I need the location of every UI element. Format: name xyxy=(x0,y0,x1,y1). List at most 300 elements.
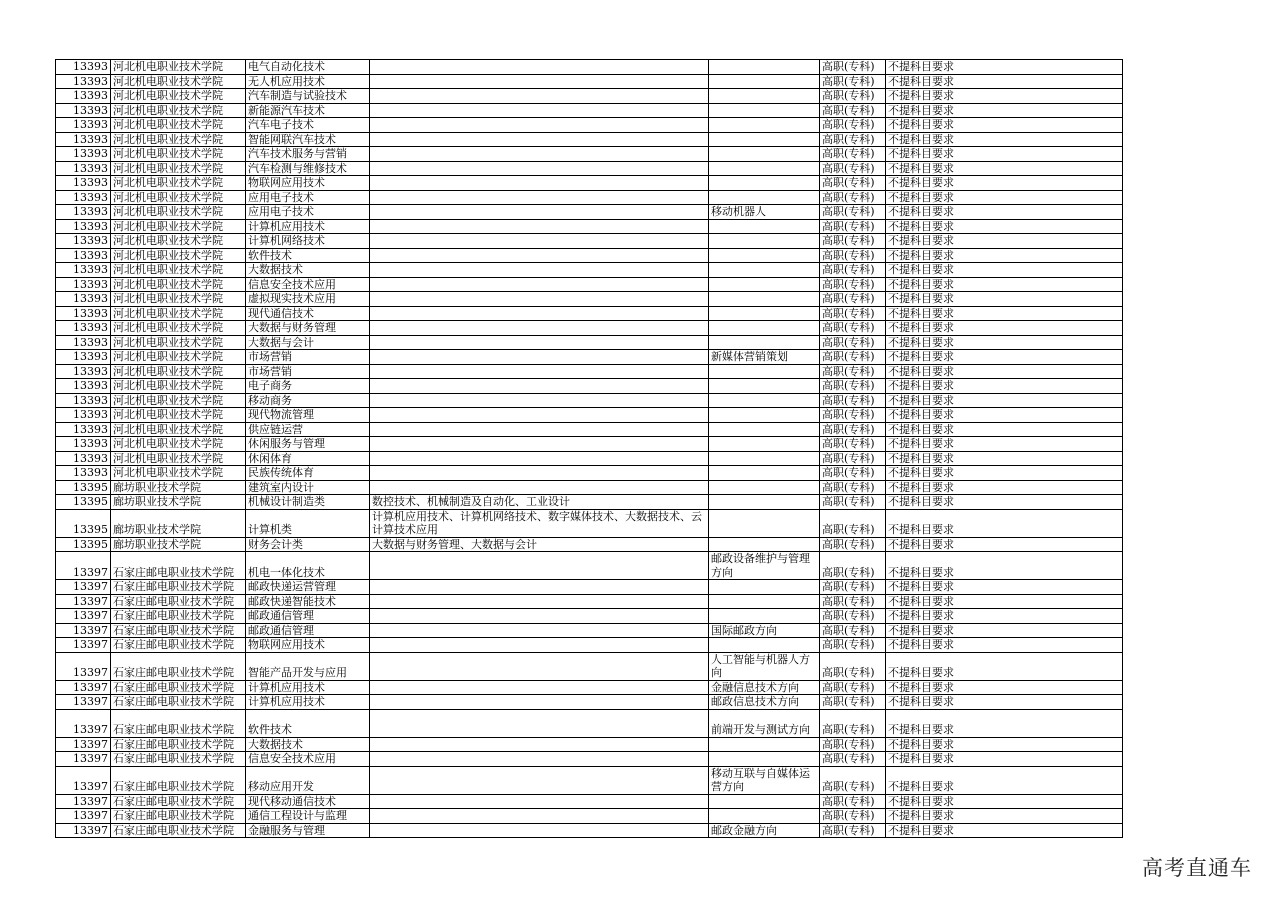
school-name-cell: 石家庄邮电职业技术学院 xyxy=(111,695,246,710)
direction-cell: 前端开发与测试方向 xyxy=(709,709,820,737)
direction-cell xyxy=(709,466,820,481)
direction-cell xyxy=(709,176,820,191)
level-cell: 高职(专科) xyxy=(820,823,886,838)
table-row xyxy=(56,794,1123,809)
direction-cell xyxy=(709,737,820,752)
included-majors-cell xyxy=(370,823,709,838)
level-cell: 高职(专科) xyxy=(820,638,886,653)
table-row xyxy=(56,480,1123,495)
included-majors-cell xyxy=(370,161,709,176)
school-name-cell: 河北机电职业技术学院 xyxy=(111,393,246,408)
school-name-cell: 石家庄邮电职业技术学院 xyxy=(111,809,246,824)
school-name-cell: 河北机电职业技术学院 xyxy=(111,234,246,249)
included-majors-cell xyxy=(370,248,709,263)
subject-requirement-cell: 不提科目要求 xyxy=(886,335,1123,350)
direction-cell xyxy=(709,809,820,824)
included-majors-cell xyxy=(370,752,709,767)
school-code-cell: 13393 xyxy=(56,393,111,408)
included-majors-cell xyxy=(370,118,709,133)
school-name-cell: 河北机电职业技术学院 xyxy=(111,161,246,176)
level-cell: 高职(专科) xyxy=(820,292,886,307)
direction-cell xyxy=(709,794,820,809)
level-cell: 高职(专科) xyxy=(820,89,886,104)
included-majors-cell xyxy=(370,219,709,234)
included-majors-cell xyxy=(370,552,709,580)
level-cell: 高职(专科) xyxy=(820,737,886,752)
subject-requirement-cell: 不提科目要求 xyxy=(886,737,1123,752)
subject-requirement-cell: 不提科目要求 xyxy=(886,695,1123,710)
direction-cell xyxy=(709,451,820,466)
school-code-cell: 13397 xyxy=(56,552,111,580)
school-name-cell: 石家庄邮电职业技术学院 xyxy=(111,552,246,580)
major-name-cell: 计算机应用技术 xyxy=(246,695,370,710)
direction-cell: 邮政设备维护与管理方向 xyxy=(709,552,820,580)
major-name-cell: 应用电子技术 xyxy=(246,190,370,205)
major-name-cell: 移动应用开发 xyxy=(246,766,370,794)
major-name-cell: 大数据与会计 xyxy=(246,335,370,350)
included-majors-cell xyxy=(370,379,709,394)
major-name-cell: 供应链运营 xyxy=(246,422,370,437)
included-majors-cell xyxy=(370,638,709,653)
level-cell: 高职(专科) xyxy=(820,248,886,263)
school-code-cell: 13397 xyxy=(56,709,111,737)
included-majors-cell xyxy=(370,794,709,809)
major-name-cell: 计算机应用技术 xyxy=(246,680,370,695)
subject-requirement-cell: 不提科目要求 xyxy=(886,277,1123,292)
table-row xyxy=(56,709,1123,737)
direction-cell xyxy=(709,638,820,653)
level-cell: 高职(专科) xyxy=(820,350,886,365)
school-code-cell: 13397 xyxy=(56,794,111,809)
level-cell: 高职(专科) xyxy=(820,234,886,249)
included-majors-cell xyxy=(370,594,709,609)
table-row xyxy=(56,752,1123,767)
major-name-cell: 财务会计类 xyxy=(246,537,370,552)
included-majors-cell xyxy=(370,205,709,220)
level-cell: 高职(专科) xyxy=(820,335,886,350)
subject-requirement-cell: 不提科目要求 xyxy=(886,74,1123,89)
level-cell: 高职(专科) xyxy=(820,161,886,176)
major-name-cell: 建筑室内设计 xyxy=(246,480,370,495)
table-row xyxy=(56,437,1123,452)
direction-cell: 人工智能与机器人方向 xyxy=(709,652,820,680)
subject-requirement-cell: 不提科目要求 xyxy=(886,451,1123,466)
included-majors-cell: 大数据与财务管理、大数据与会计 xyxy=(370,537,709,552)
level-cell: 高职(专科) xyxy=(820,103,886,118)
school-name-cell: 石家庄邮电职业技术学院 xyxy=(111,766,246,794)
subject-requirement-cell: 不提科目要求 xyxy=(886,161,1123,176)
subject-requirement-cell: 不提科目要求 xyxy=(886,552,1123,580)
major-name-cell: 市场营销 xyxy=(246,364,370,379)
major-name-cell: 邮政通信管理 xyxy=(246,623,370,638)
subject-requirement-cell: 不提科目要求 xyxy=(886,60,1123,75)
level-cell: 高职(专科) xyxy=(820,321,886,336)
major-name-cell: 市场营销 xyxy=(246,350,370,365)
included-majors-cell xyxy=(370,306,709,321)
included-majors-cell xyxy=(370,393,709,408)
table-row xyxy=(56,147,1123,162)
level-cell: 高职(专科) xyxy=(820,580,886,595)
level-cell: 高职(专科) xyxy=(820,623,886,638)
included-majors-cell xyxy=(370,103,709,118)
school-name-cell: 廊坊职业技术学院 xyxy=(111,495,246,510)
subject-requirement-cell: 不提科目要求 xyxy=(886,638,1123,653)
included-majors-cell: 数控技术、机械制造及自动化、工业设计 xyxy=(370,495,709,510)
school-code-cell: 13397 xyxy=(56,680,111,695)
subject-requirement-cell: 不提科目要求 xyxy=(886,248,1123,263)
school-code-cell: 13393 xyxy=(56,118,111,133)
school-code-cell: 13393 xyxy=(56,219,111,234)
direction-cell xyxy=(709,190,820,205)
subject-requirement-cell: 不提科目要求 xyxy=(886,437,1123,452)
school-name-cell: 石家庄邮电职业技术学院 xyxy=(111,638,246,653)
major-name-cell: 现代通信技术 xyxy=(246,306,370,321)
major-name-cell: 无人机应用技术 xyxy=(246,74,370,89)
school-code-cell: 13393 xyxy=(56,422,111,437)
table-row xyxy=(56,451,1123,466)
direction-cell xyxy=(709,248,820,263)
school-name-cell: 河北机电职业技术学院 xyxy=(111,451,246,466)
table-row xyxy=(56,537,1123,552)
table-row xyxy=(56,580,1123,595)
school-code-cell: 13393 xyxy=(56,364,111,379)
subject-requirement-cell: 不提科目要求 xyxy=(886,709,1123,737)
school-code-cell: 13397 xyxy=(56,609,111,624)
table-row xyxy=(56,652,1123,680)
school-name-cell: 河北机电职业技术学院 xyxy=(111,60,246,75)
school-name-cell: 河北机电职业技术学院 xyxy=(111,321,246,336)
major-name-cell: 信息安全技术应用 xyxy=(246,277,370,292)
school-name-cell: 河北机电职业技术学院 xyxy=(111,74,246,89)
major-name-cell: 现代物流管理 xyxy=(246,408,370,423)
level-cell: 高职(专科) xyxy=(820,205,886,220)
level-cell: 高职(专科) xyxy=(820,709,886,737)
major-name-cell: 计算机网络技术 xyxy=(246,234,370,249)
school-code-cell: 13397 xyxy=(56,766,111,794)
subject-requirement-cell: 不提科目要求 xyxy=(886,292,1123,307)
subject-requirement-cell: 不提科目要求 xyxy=(886,379,1123,394)
level-cell: 高职(专科) xyxy=(820,609,886,624)
level-cell: 高职(专科) xyxy=(820,219,886,234)
school-name-cell: 河北机电职业技术学院 xyxy=(111,205,246,220)
level-cell: 高职(专科) xyxy=(820,393,886,408)
school-code-cell: 13397 xyxy=(56,638,111,653)
direction-cell: 新媒体营销策划 xyxy=(709,350,820,365)
subject-requirement-cell: 不提科目要求 xyxy=(886,766,1123,794)
table-row xyxy=(56,379,1123,394)
school-code-cell: 13395 xyxy=(56,537,111,552)
included-majors-cell xyxy=(370,680,709,695)
school-name-cell: 河北机电职业技术学院 xyxy=(111,422,246,437)
direction-cell: 国际邮政方向 xyxy=(709,623,820,638)
school-name-cell: 廊坊职业技术学院 xyxy=(111,509,246,537)
watermark: 高考直通车 xyxy=(1142,856,1252,880)
table-row xyxy=(56,594,1123,609)
major-name-cell: 电子商务 xyxy=(246,379,370,394)
level-cell: 高职(专科) xyxy=(820,480,886,495)
school-name-cell: 石家庄邮电职业技术学院 xyxy=(111,652,246,680)
included-majors-cell xyxy=(370,263,709,278)
level-cell: 高职(专科) xyxy=(820,60,886,75)
direction-cell xyxy=(709,594,820,609)
included-majors-cell xyxy=(370,364,709,379)
school-code-cell: 13397 xyxy=(56,580,111,595)
included-majors-cell xyxy=(370,623,709,638)
direction-cell xyxy=(709,537,820,552)
level-cell: 高职(专科) xyxy=(820,263,886,278)
level-cell: 高职(专科) xyxy=(820,809,886,824)
major-name-cell: 智能产品开发与应用 xyxy=(246,652,370,680)
table-row xyxy=(56,609,1123,624)
table-row xyxy=(56,552,1123,580)
major-name-cell: 大数据技术 xyxy=(246,737,370,752)
direction-cell xyxy=(709,495,820,510)
school-code-cell: 13393 xyxy=(56,74,111,89)
subject-requirement-cell: 不提科目要求 xyxy=(886,422,1123,437)
subject-requirement-cell: 不提科目要求 xyxy=(886,580,1123,595)
subject-requirement-cell: 不提科目要求 xyxy=(886,594,1123,609)
school-code-cell: 13393 xyxy=(56,350,111,365)
major-name-cell: 应用电子技术 xyxy=(246,205,370,220)
subject-requirement-cell: 不提科目要求 xyxy=(886,103,1123,118)
table-row xyxy=(56,176,1123,191)
school-code-cell: 13393 xyxy=(56,103,111,118)
table-row xyxy=(56,89,1123,104)
included-majors-cell xyxy=(370,335,709,350)
direction-cell xyxy=(709,60,820,75)
included-majors-cell xyxy=(370,652,709,680)
school-name-cell: 石家庄邮电职业技术学院 xyxy=(111,752,246,767)
subject-requirement-cell: 不提科目要求 xyxy=(886,205,1123,220)
school-name-cell: 石家庄邮电职业技术学院 xyxy=(111,823,246,838)
subject-requirement-cell: 不提科目要求 xyxy=(886,480,1123,495)
direction-cell xyxy=(709,103,820,118)
school-code-cell: 13393 xyxy=(56,190,111,205)
school-name-cell: 石家庄邮电职业技术学院 xyxy=(111,794,246,809)
school-name-cell: 河北机电职业技术学院 xyxy=(111,306,246,321)
level-cell: 高职(专科) xyxy=(820,537,886,552)
major-name-cell: 通信工程设计与监理 xyxy=(246,809,370,824)
subject-requirement-cell: 不提科目要求 xyxy=(886,132,1123,147)
level-cell: 高职(专科) xyxy=(820,594,886,609)
subject-requirement-cell: 不提科目要求 xyxy=(886,794,1123,809)
table-row xyxy=(56,623,1123,638)
subject-requirement-cell: 不提科目要求 xyxy=(886,752,1123,767)
school-code-cell: 13393 xyxy=(56,89,111,104)
subject-requirement-cell: 不提科目要求 xyxy=(886,823,1123,838)
direction-cell xyxy=(709,609,820,624)
direction-cell xyxy=(709,321,820,336)
major-name-cell: 大数据与财务管理 xyxy=(246,321,370,336)
major-name-cell: 计算机类 xyxy=(246,509,370,537)
school-name-cell: 河北机电职业技术学院 xyxy=(111,379,246,394)
school-name-cell: 廊坊职业技术学院 xyxy=(111,480,246,495)
level-cell: 高职(专科) xyxy=(820,306,886,321)
school-name-cell: 廊坊职业技术学院 xyxy=(111,537,246,552)
table-row xyxy=(56,277,1123,292)
included-majors-cell xyxy=(370,451,709,466)
school-code-cell: 13397 xyxy=(56,594,111,609)
included-majors-cell xyxy=(370,737,709,752)
major-name-cell: 邮政通信管理 xyxy=(246,609,370,624)
school-code-cell: 13393 xyxy=(56,437,111,452)
included-majors-cell xyxy=(370,408,709,423)
table-row xyxy=(56,495,1123,510)
direction-cell xyxy=(709,219,820,234)
direction-cell xyxy=(709,292,820,307)
level-cell: 高职(专科) xyxy=(820,147,886,162)
level-cell: 高职(专科) xyxy=(820,364,886,379)
direction-cell xyxy=(709,277,820,292)
included-majors-cell xyxy=(370,321,709,336)
table-row xyxy=(56,737,1123,752)
major-name-cell: 机电一体化技术 xyxy=(246,552,370,580)
school-name-cell: 河北机电职业技术学院 xyxy=(111,408,246,423)
major-name-cell: 软件技术 xyxy=(246,248,370,263)
level-cell: 高职(专科) xyxy=(820,379,886,394)
major-name-cell: 虚拟现实技术应用 xyxy=(246,292,370,307)
major-name-cell: 大数据技术 xyxy=(246,263,370,278)
level-cell: 高职(专科) xyxy=(820,451,886,466)
table-row xyxy=(56,74,1123,89)
subject-requirement-cell: 不提科目要求 xyxy=(886,623,1123,638)
level-cell: 高职(专科) xyxy=(820,652,886,680)
enrollment-table xyxy=(55,59,1123,838)
school-code-cell: 13393 xyxy=(56,451,111,466)
school-code-cell: 13395 xyxy=(56,495,111,510)
direction-cell: 金融信息技术方向 xyxy=(709,680,820,695)
school-code-cell: 13393 xyxy=(56,466,111,481)
included-majors-cell xyxy=(370,190,709,205)
level-cell: 高职(专科) xyxy=(820,422,886,437)
school-code-cell: 13397 xyxy=(56,695,111,710)
direction-cell xyxy=(709,263,820,278)
subject-requirement-cell: 不提科目要求 xyxy=(886,147,1123,162)
included-majors-cell xyxy=(370,809,709,824)
major-name-cell: 计算机应用技术 xyxy=(246,219,370,234)
included-majors-cell xyxy=(370,277,709,292)
table-row xyxy=(56,638,1123,653)
school-name-cell: 河北机电职业技术学院 xyxy=(111,277,246,292)
included-majors-cell xyxy=(370,132,709,147)
level-cell: 高职(专科) xyxy=(820,552,886,580)
subject-requirement-cell: 不提科目要求 xyxy=(886,393,1123,408)
level-cell: 高职(专科) xyxy=(820,118,886,133)
table-row xyxy=(56,306,1123,321)
school-name-cell: 河北机电职业技术学院 xyxy=(111,219,246,234)
direction-cell xyxy=(709,580,820,595)
school-code-cell: 13397 xyxy=(56,623,111,638)
direction-cell xyxy=(709,437,820,452)
major-name-cell: 移动商务 xyxy=(246,393,370,408)
direction-cell xyxy=(709,393,820,408)
school-name-cell: 石家庄邮电职业技术学院 xyxy=(111,623,246,638)
included-majors-cell xyxy=(370,437,709,452)
table-row xyxy=(56,408,1123,423)
table-row xyxy=(56,161,1123,176)
level-cell: 高职(专科) xyxy=(820,74,886,89)
table-row xyxy=(56,695,1123,710)
school-name-cell: 河北机电职业技术学院 xyxy=(111,466,246,481)
direction-cell xyxy=(709,364,820,379)
level-cell: 高职(专科) xyxy=(820,437,886,452)
included-majors-cell xyxy=(370,480,709,495)
direction-cell xyxy=(709,480,820,495)
table-row xyxy=(56,335,1123,350)
level-cell: 高职(专科) xyxy=(820,176,886,191)
school-code-cell: 13393 xyxy=(56,60,111,75)
major-name-cell: 电气自动化技术 xyxy=(246,60,370,75)
school-code-cell: 13393 xyxy=(56,205,111,220)
direction-cell xyxy=(709,752,820,767)
school-code-cell: 13395 xyxy=(56,509,111,537)
direction-cell xyxy=(709,132,820,147)
school-name-cell: 石家庄邮电职业技术学院 xyxy=(111,609,246,624)
table-row xyxy=(56,190,1123,205)
included-majors-cell xyxy=(370,350,709,365)
level-cell: 高职(专科) xyxy=(820,509,886,537)
direction-cell xyxy=(709,422,820,437)
major-name-cell: 邮政快递智能技术 xyxy=(246,594,370,609)
subject-requirement-cell: 不提科目要求 xyxy=(886,537,1123,552)
school-code-cell: 13393 xyxy=(56,277,111,292)
level-cell: 高职(专科) xyxy=(820,794,886,809)
direction-cell xyxy=(709,89,820,104)
level-cell: 高职(专科) xyxy=(820,277,886,292)
table-row xyxy=(56,321,1123,336)
table-row xyxy=(56,466,1123,481)
school-name-cell: 河北机电职业技术学院 xyxy=(111,118,246,133)
school-code-cell: 13393 xyxy=(56,161,111,176)
subject-requirement-cell: 不提科目要求 xyxy=(886,408,1123,423)
level-cell: 高职(专科) xyxy=(820,766,886,794)
included-majors-cell xyxy=(370,60,709,75)
included-majors-cell xyxy=(370,74,709,89)
table-row xyxy=(56,364,1123,379)
included-majors-cell xyxy=(370,580,709,595)
subject-requirement-cell: 不提科目要求 xyxy=(886,350,1123,365)
table-row xyxy=(56,60,1123,75)
major-name-cell: 机械设计制造类 xyxy=(246,495,370,510)
school-name-cell: 石家庄邮电职业技术学院 xyxy=(111,737,246,752)
direction-cell xyxy=(709,509,820,537)
major-name-cell: 信息安全技术应用 xyxy=(246,752,370,767)
major-name-cell: 汽车制造与试验技术 xyxy=(246,89,370,104)
table-body xyxy=(56,60,1123,838)
major-name-cell: 休闲体育 xyxy=(246,451,370,466)
table-row xyxy=(56,248,1123,263)
table-row xyxy=(56,393,1123,408)
major-name-cell: 邮政快递运营管理 xyxy=(246,580,370,595)
school-code-cell: 13393 xyxy=(56,176,111,191)
subject-requirement-cell: 不提科目要求 xyxy=(886,495,1123,510)
table-row xyxy=(56,219,1123,234)
subject-requirement-cell: 不提科目要求 xyxy=(886,190,1123,205)
school-name-cell: 石家庄邮电职业技术学院 xyxy=(111,594,246,609)
major-name-cell: 汽车技术服务与营销 xyxy=(246,147,370,162)
school-name-cell: 河北机电职业技术学院 xyxy=(111,364,246,379)
school-name-cell: 石家庄邮电职业技术学院 xyxy=(111,680,246,695)
table-row xyxy=(56,118,1123,133)
table-row xyxy=(56,263,1123,278)
school-name-cell: 河北机电职业技术学院 xyxy=(111,103,246,118)
school-code-cell: 13393 xyxy=(56,263,111,278)
table-row xyxy=(56,823,1123,838)
table-row xyxy=(56,234,1123,249)
direction-cell: 移动机器人 xyxy=(709,205,820,220)
subject-requirement-cell: 不提科目要求 xyxy=(886,263,1123,278)
school-code-cell: 13397 xyxy=(56,652,111,680)
